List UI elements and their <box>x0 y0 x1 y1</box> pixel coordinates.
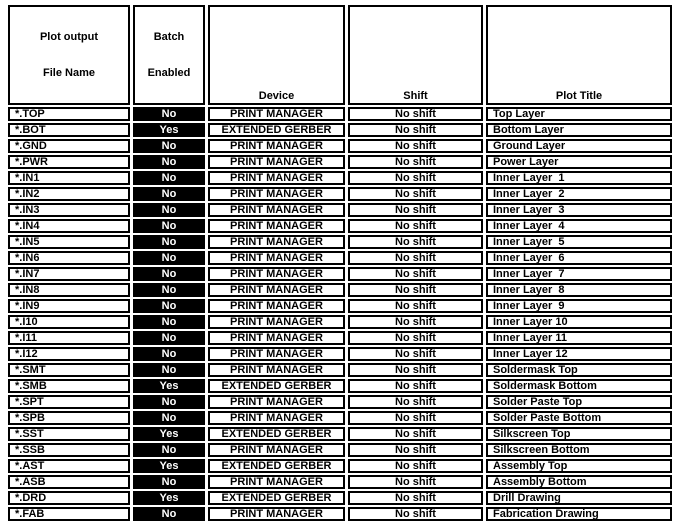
table-row <box>8 507 672 521</box>
batch-enabled-cell: No <box>133 267 205 281</box>
table-row <box>8 427 672 441</box>
shift-cell: No shift <box>348 507 483 521</box>
shift-cell: No shift <box>348 267 483 281</box>
plot-title-cell: Inner Layer 11 <box>486 331 672 345</box>
device-cell: PRINT MANAGER <box>208 443 345 457</box>
plot-title-cell: Fabrication Drawing <box>486 507 672 521</box>
column-header-line: Plot output <box>39 31 99 43</box>
file-name-cell: *.I12 <box>8 347 130 361</box>
device-cell: PRINT MANAGER <box>208 347 345 361</box>
batch-enabled-cell: No <box>133 251 205 265</box>
header-row <box>8 5 672 105</box>
table-row <box>8 443 672 457</box>
device-cell: PRINT MANAGER <box>208 299 345 313</box>
device-cell: PRINT MANAGER <box>208 187 345 201</box>
table-row <box>8 395 672 409</box>
column-header-file-name <box>8 5 130 105</box>
file-name-cell: *.SSB <box>8 443 130 457</box>
batch-enabled-cell: No <box>133 107 205 121</box>
table-row <box>8 491 672 505</box>
table-row <box>8 123 672 137</box>
device-cell: PRINT MANAGER <box>208 203 345 217</box>
shift-cell: No shift <box>348 379 483 393</box>
plot-title-cell: Assembly Top <box>486 459 672 473</box>
batch-enabled-cell: No <box>133 363 205 377</box>
column-header-shift: Shift <box>348 5 483 105</box>
batch-enabled-cell: No <box>133 187 205 201</box>
plot-title-cell: Inner Layer 7 <box>486 267 672 281</box>
file-name-cell: *.SMB <box>8 379 130 393</box>
column-header-line: Enabled <box>147 67 191 79</box>
batch-enabled-cell: No <box>133 331 205 345</box>
device-cell: PRINT MANAGER <box>208 363 345 377</box>
file-name-cell: *.ASB <box>8 475 130 489</box>
shift-cell: No shift <box>348 331 483 345</box>
plot-title-cell: Assembly Bottom <box>486 475 672 489</box>
batch-enabled-cell: Yes <box>133 459 205 473</box>
batch-enabled-cell: No <box>133 171 205 185</box>
shift-cell: No shift <box>348 427 483 441</box>
file-name-cell: *.IN4 <box>8 219 130 233</box>
file-name-cell: *.AST <box>8 459 130 473</box>
plot-title-cell: Solder Paste Top <box>486 395 672 409</box>
shift-cell: No shift <box>348 123 483 137</box>
device-cell: PRINT MANAGER <box>208 107 345 121</box>
shift-cell: No shift <box>348 363 483 377</box>
file-name-cell: *.IN2 <box>8 187 130 201</box>
table-row <box>8 203 672 217</box>
file-name-cell: *.I11 <box>8 331 130 345</box>
file-name-cell: *.IN3 <box>8 203 130 217</box>
column-header-batch-enabled <box>133 5 205 105</box>
table-row <box>8 411 672 425</box>
shift-cell: No shift <box>348 315 483 329</box>
plot-title-cell: Inner Layer 4 <box>486 219 672 233</box>
plot-title-cell: Inner Layer 8 <box>486 283 672 297</box>
shift-cell: No shift <box>348 235 483 249</box>
batch-enabled-cell: No <box>133 299 205 313</box>
batch-enabled-cell: No <box>133 283 205 297</box>
table-row <box>8 299 672 313</box>
device-cell: PRINT MANAGER <box>208 139 345 153</box>
batch-enabled-cell: No <box>133 347 205 361</box>
device-cell: PRINT MANAGER <box>208 235 345 249</box>
shift-cell: No shift <box>348 491 483 505</box>
batch-enabled-cell: Yes <box>133 427 205 441</box>
shift-cell: No shift <box>348 283 483 297</box>
table-row <box>8 155 672 169</box>
batch-enabled-cell: Yes <box>133 491 205 505</box>
table-row <box>8 315 672 329</box>
shift-cell: No shift <box>348 411 483 425</box>
column-header-line: File Name <box>43 67 95 79</box>
batch-enabled-cell: No <box>133 507 205 521</box>
device-cell: PRINT MANAGER <box>208 267 345 281</box>
table-row <box>8 139 672 153</box>
file-name-cell: *.SPT <box>8 395 130 409</box>
shift-cell: No shift <box>348 187 483 201</box>
table-row <box>8 235 672 249</box>
table-row <box>8 331 672 345</box>
device-cell: EXTENDED GERBER <box>208 491 345 505</box>
shift-cell: No shift <box>348 251 483 265</box>
shift-cell: No shift <box>348 171 483 185</box>
table-row <box>8 459 672 473</box>
shift-cell: No shift <box>348 395 483 409</box>
file-name-cell: *.TOP <box>8 107 130 121</box>
device-cell: PRINT MANAGER <box>208 395 345 409</box>
device-cell: EXTENDED GERBER <box>208 459 345 473</box>
table-row <box>8 283 672 297</box>
table-row <box>8 219 672 233</box>
batch-enabled-cell: No <box>133 219 205 233</box>
column-header-plot-title: Plot Title <box>486 5 672 105</box>
plot-title-cell: Inner Layer 9 <box>486 299 672 313</box>
device-cell: PRINT MANAGER <box>208 315 345 329</box>
column-header-device: Device <box>208 5 345 105</box>
batch-enabled-cell: No <box>133 155 205 169</box>
device-cell: PRINT MANAGER <box>208 475 345 489</box>
batch-enabled-cell: No <box>133 139 205 153</box>
plot-title-cell: Inner Layer 6 <box>486 251 672 265</box>
device-cell: PRINT MANAGER <box>208 331 345 345</box>
batch-enabled-cell: No <box>133 411 205 425</box>
shift-cell: No shift <box>348 219 483 233</box>
file-name-cell: *.BOT <box>8 123 130 137</box>
file-name-cell: *.SST <box>8 427 130 441</box>
plot-title-cell: Soldermask Bottom <box>486 379 672 393</box>
file-name-cell: *.SMT <box>8 363 130 377</box>
file-name-cell: *.DRD <box>8 491 130 505</box>
table-header <box>8 5 672 105</box>
plot-title-cell: Ground Layer <box>486 139 672 153</box>
batch-enabled-cell: No <box>133 235 205 249</box>
file-name-cell: *.I10 <box>8 315 130 329</box>
table-row <box>8 347 672 361</box>
device-cell: PRINT MANAGER <box>208 411 345 425</box>
table-row <box>8 187 672 201</box>
device-cell: PRINT MANAGER <box>208 507 345 521</box>
batch-enabled-cell: No <box>133 443 205 457</box>
shift-cell: No shift <box>348 459 483 473</box>
plot-output-table <box>5 3 675 523</box>
batch-enabled-cell: Yes <box>133 123 205 137</box>
batch-enabled-cell: Yes <box>133 379 205 393</box>
file-name-cell: *.GND <box>8 139 130 153</box>
file-name-cell: *.IN9 <box>8 299 130 313</box>
batch-enabled-cell: No <box>133 395 205 409</box>
file-name-cell: *.IN8 <box>8 283 130 297</box>
plot-title-cell: Inner Layer 12 <box>486 347 672 361</box>
plot-title-cell: Soldermask Top <box>486 363 672 377</box>
file-name-cell: *.PWR <box>8 155 130 169</box>
table-row <box>8 475 672 489</box>
shift-cell: No shift <box>348 107 483 121</box>
file-name-cell: *.IN5 <box>8 235 130 249</box>
shift-cell: No shift <box>348 203 483 217</box>
device-cell: EXTENDED GERBER <box>208 427 345 441</box>
device-cell: EXTENDED GERBER <box>208 123 345 137</box>
plot-title-cell: Inner Layer 10 <box>486 315 672 329</box>
file-name-cell: *.IN7 <box>8 267 130 281</box>
plot-title-cell: Drill Drawing <box>486 491 672 505</box>
column-header-line: Batch <box>153 31 185 43</box>
file-name-cell: *.SPB <box>8 411 130 425</box>
device-cell: EXTENDED GERBER <box>208 379 345 393</box>
plot-title-cell: Top Layer <box>486 107 672 121</box>
table-row <box>8 107 672 121</box>
table-row <box>8 251 672 265</box>
file-name-cell: *.FAB <box>8 507 130 521</box>
shift-cell: No shift <box>348 475 483 489</box>
table-row <box>8 379 672 393</box>
shift-cell: No shift <box>348 155 483 169</box>
plot-title-cell: Inner Layer 2 <box>486 187 672 201</box>
plot-title-cell: Silkscreen Top <box>486 427 672 441</box>
plot-title-cell: Inner Layer 5 <box>486 235 672 249</box>
file-name-cell: *.IN6 <box>8 251 130 265</box>
plot-title-cell: Silkscreen Bottom <box>486 443 672 457</box>
plot-title-cell: Solder Paste Bottom <box>486 411 672 425</box>
plot-title-cell: Power Layer <box>486 155 672 169</box>
shift-cell: No shift <box>348 139 483 153</box>
plot-title-cell: Inner Layer 1 <box>486 171 672 185</box>
plot-title-cell: Bottom Layer <box>486 123 672 137</box>
shift-cell: No shift <box>348 299 483 313</box>
table-row <box>8 267 672 281</box>
device-cell: PRINT MANAGER <box>208 155 345 169</box>
file-name-cell: *.IN1 <box>8 171 130 185</box>
device-cell: PRINT MANAGER <box>208 171 345 185</box>
batch-enabled-cell: No <box>133 315 205 329</box>
batch-enabled-cell: No <box>133 203 205 217</box>
shift-cell: No shift <box>348 443 483 457</box>
batch-enabled-cell: No <box>133 475 205 489</box>
table-body <box>8 107 672 521</box>
device-cell: PRINT MANAGER <box>208 251 345 265</box>
plot-title-cell: Inner Layer 3 <box>486 203 672 217</box>
table-row <box>8 363 672 377</box>
shift-cell: No shift <box>348 347 483 361</box>
device-cell: PRINT MANAGER <box>208 219 345 233</box>
table-row <box>8 171 672 185</box>
device-cell: PRINT MANAGER <box>208 283 345 297</box>
